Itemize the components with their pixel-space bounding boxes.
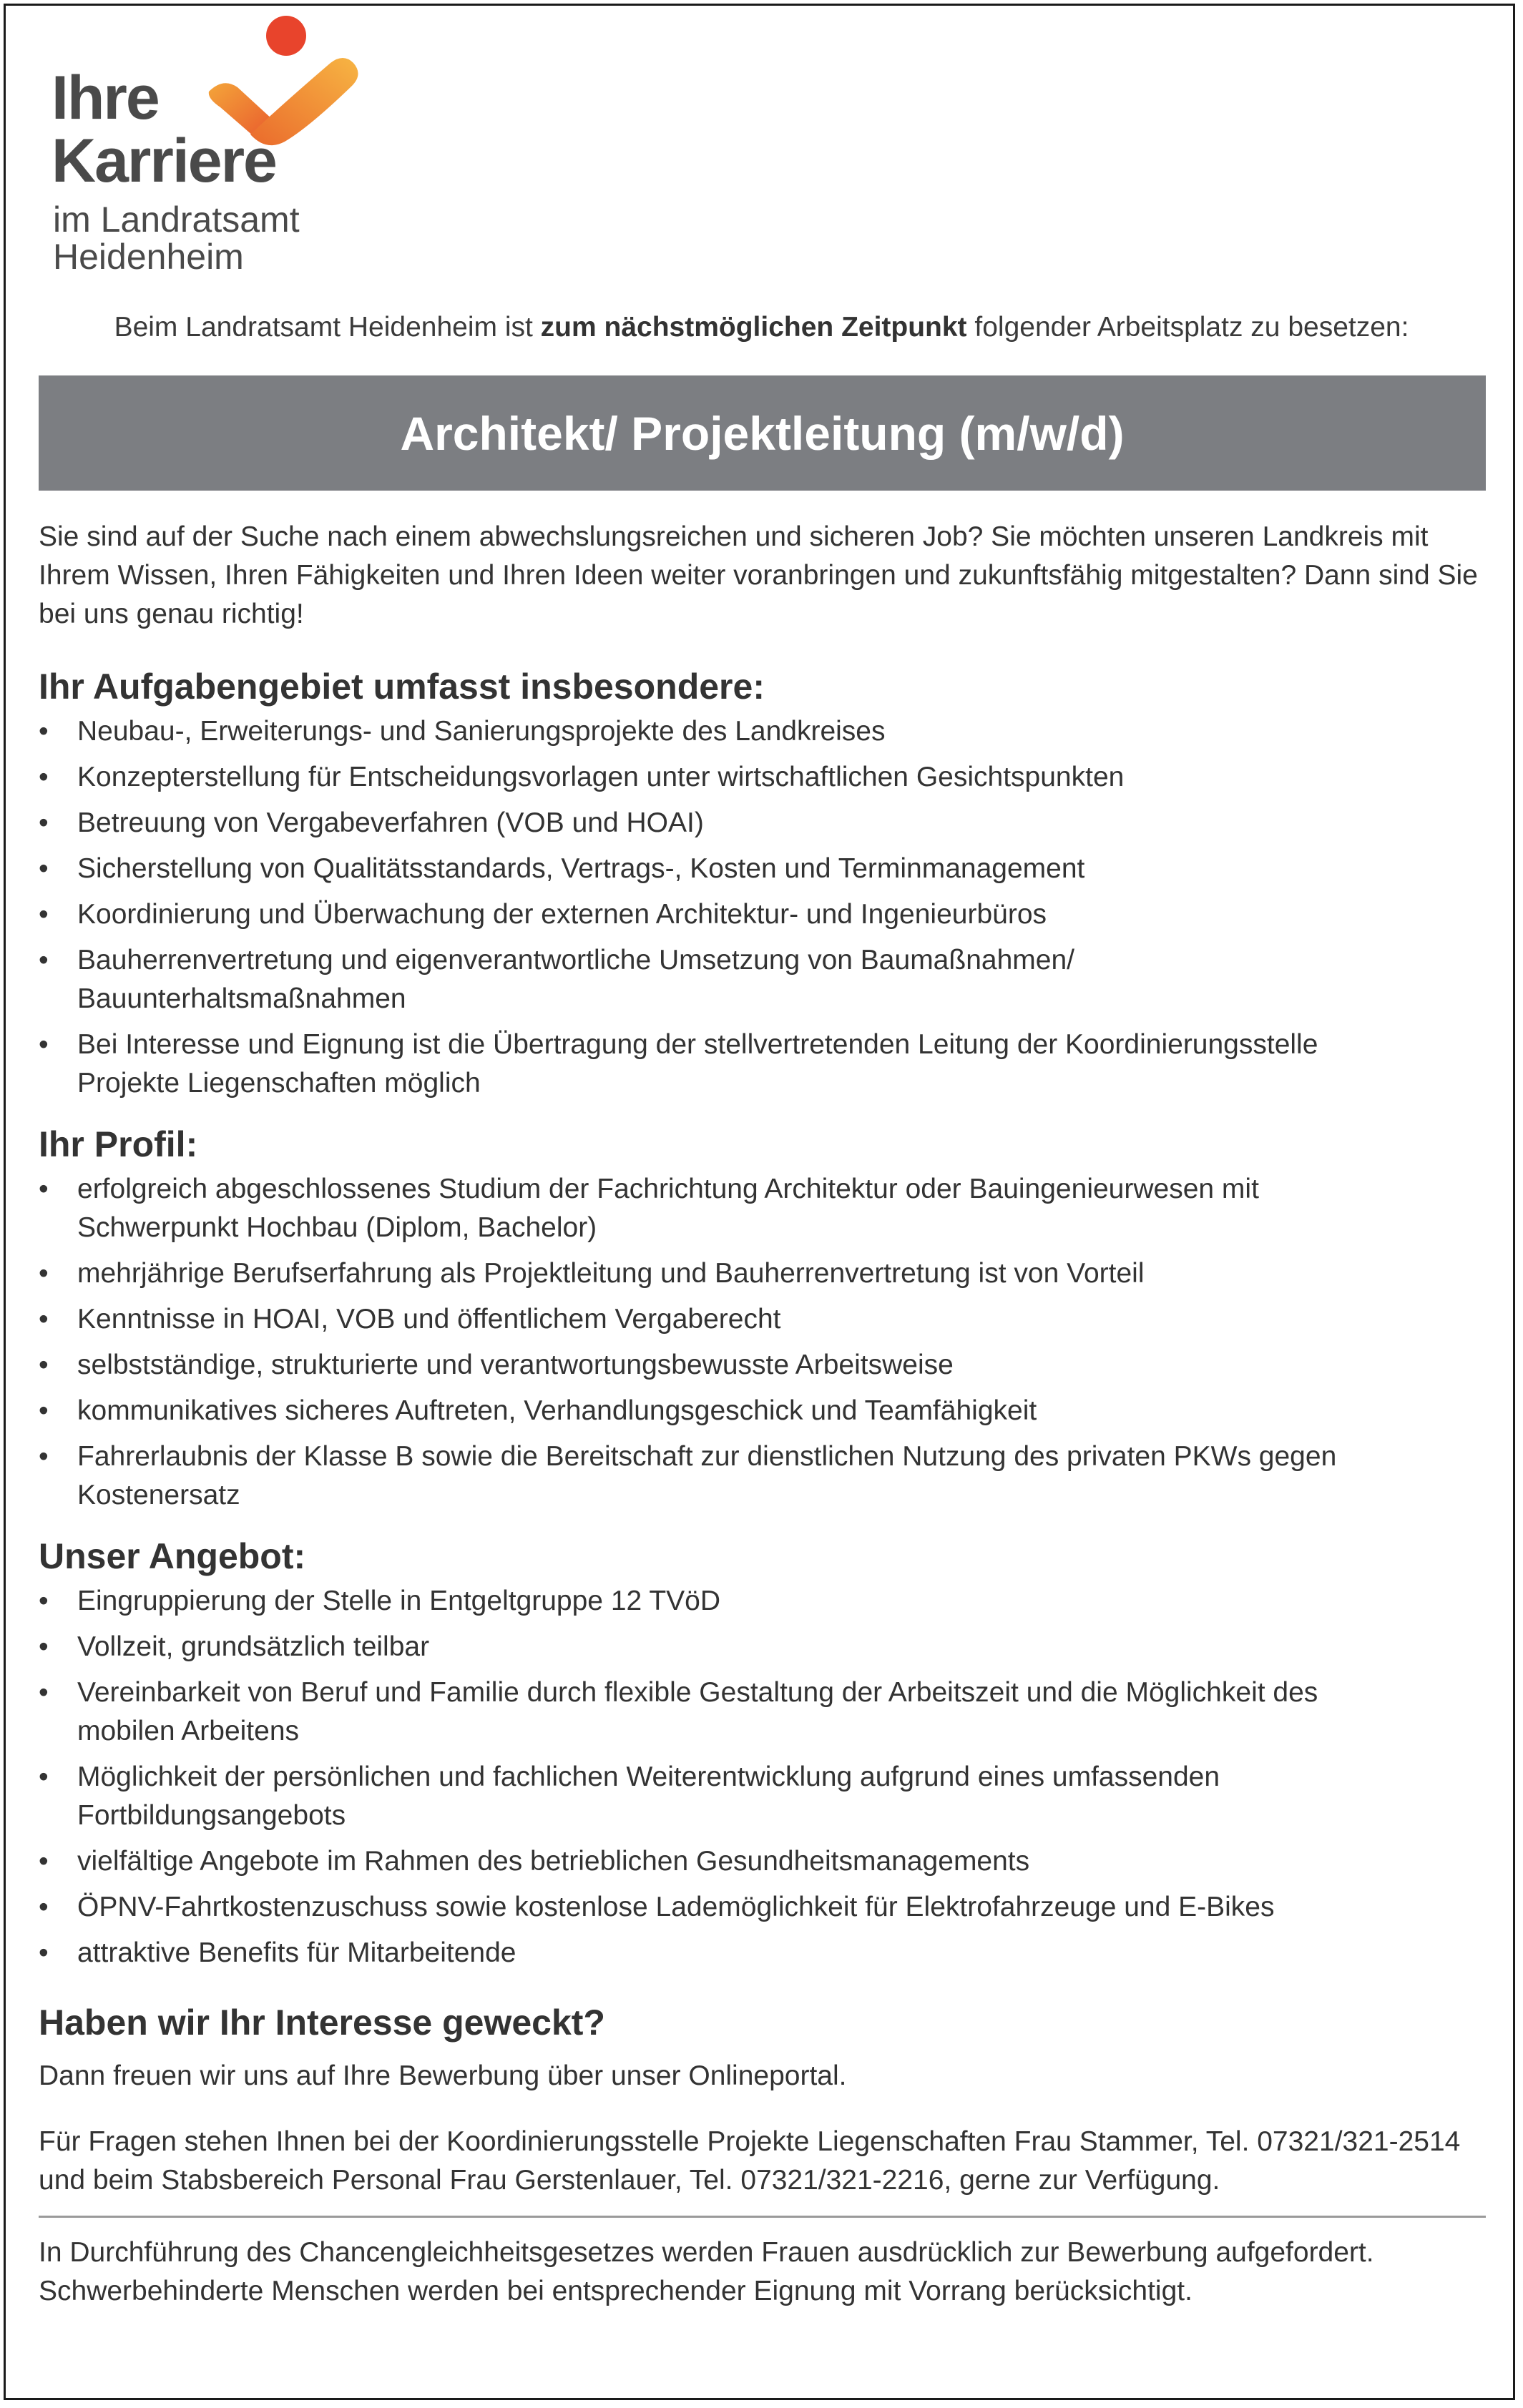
bullet-icon: • bbox=[39, 1631, 49, 1662]
bullet-icon: • bbox=[39, 1586, 49, 1616]
list-item bbox=[39, 1254, 1491, 1293]
bullet-icon: • bbox=[39, 945, 49, 976]
list-item-text: erfolgreich abgeschlossenes Studium der Fachrichtung Architektur oder Bauingenieurwesen mit Schwerpunkt Hochbau (Diplom, Bachelor) bbox=[77, 1174, 1259, 1243]
list-item bbox=[39, 1346, 1491, 1385]
list-item-text: kommunikatives sicheres Auftreten, Verhandlungsgeschick und Teamfähigkeit bbox=[77, 1395, 1037, 1426]
bullet-icon: • bbox=[39, 853, 49, 884]
bullet-icon: • bbox=[39, 1350, 49, 1380]
interest-text-contacts: Für Fragen stehen Ihnen bei der Koordinierungsstelle Projekte Liegenschaften Frau Stammer, Tel. 07321/321-2514 und beim Stabsbereich Personal Frau Gerstenlauer, Tel. 07321/321-2216, gerne zur Verfügung. bbox=[39, 2126, 1461, 2196]
bullet-icon: • bbox=[39, 807, 49, 838]
bullet-icon: • bbox=[39, 1677, 49, 1708]
offer-list bbox=[39, 1582, 1491, 1972]
bullet-icon: • bbox=[39, 1029, 49, 1060]
list-item bbox=[39, 1582, 1491, 1621]
list-item-text: Vereinbarkeit von Beruf und Familie durch flexible Gestaltung der Arbeitszeit und die Möglichkeit des mobilen Arbeitens bbox=[77, 1677, 1318, 1746]
bullet-icon: • bbox=[39, 1258, 49, 1289]
bullet-icon: • bbox=[39, 1174, 49, 1204]
list-item bbox=[39, 1300, 1491, 1339]
logo-line-landratsamt: im Landratsamt bbox=[53, 200, 300, 240]
intro-pre: Beim Landratsamt Heidenheim ist bbox=[114, 312, 541, 343]
list-item-text: Betreuung von Vergabeverfahren (VOB und HOAI) bbox=[77, 807, 704, 838]
list-item-text: Kenntnisse in HOAI, VOB und öffentlichem Vergaberecht bbox=[77, 1304, 781, 1335]
list-item-text: Bauherrenvertretung und eigenverantwortliche Umsetzung von Baumaßnahmen/ Bauunterhaltsmaßnahmen bbox=[77, 945, 1074, 1014]
profile-heading: Ihr Profil: bbox=[39, 1124, 198, 1164]
offer-section bbox=[39, 1535, 1491, 1972]
list-item-text: ÖPNV-Fahrtkostenzuschuss sowie kostenlose Lademöglichkeit für Elektrofahrzeuge und E-Bikes bbox=[77, 1892, 1275, 1922]
list-item-text: Konzepterstellung für Entscheidungsvorlagen unter wirtschaftlichen Gesichtspunkten bbox=[77, 762, 1125, 792]
list-item bbox=[39, 1758, 1491, 1835]
footer-line-equality: In Durchführung des Chancengleichheitsgesetzes werden Frauen ausdrücklich zur Bewerbung aufgefordert. bbox=[39, 2237, 1374, 2268]
list-item bbox=[39, 941, 1491, 1018]
job-title: Architekt/ Projektleitung (m/w/d) bbox=[400, 406, 1125, 460]
list-item bbox=[39, 1026, 1491, 1103]
list-item-text: Fahrerlaubnis der Klasse B sowie die Bereitschaft zur dienstlichen Nutzung des privaten PKWs gegen Kostenersatz bbox=[77, 1441, 1337, 1510]
list-item bbox=[39, 1934, 1491, 1972]
offer-heading: Unser Angebot: bbox=[39, 1536, 306, 1576]
intro-post: folgender Arbeitsplatz zu besetzen: bbox=[966, 312, 1409, 343]
list-item bbox=[39, 1888, 1491, 1927]
bullet-icon: • bbox=[39, 1304, 49, 1335]
logo-line-karriere: Karriere bbox=[52, 127, 276, 195]
list-item bbox=[39, 1392, 1491, 1430]
bullet-icon: • bbox=[39, 1937, 49, 1968]
bullet-icon: • bbox=[39, 716, 49, 747]
list-item-text: selbstständige, strukturierte und verantwortungsbewusste Arbeitsweise bbox=[77, 1350, 954, 1380]
list-item-text: Vollzeit, grundsätzlich teilbar bbox=[77, 1631, 430, 1662]
list-item-text: mehrjährige Berufserfahrung als Projektleitung und Bauherrenvertretung ist von Vorteil bbox=[77, 1258, 1145, 1289]
list-item bbox=[39, 758, 1491, 797]
interest-text-apply: Dann freuen wir uns auf Ihre Bewerbung über unser Onlineportal. bbox=[39, 2060, 847, 2091]
intro-bold: zum nächstmöglichen Zeitpunkt bbox=[540, 312, 967, 343]
list-item bbox=[39, 804, 1491, 842]
list-item bbox=[39, 1170, 1491, 1247]
list-item-text: Eingruppierung der Stelle in Entgeltgruppe 12 TVöD bbox=[77, 1586, 721, 1616]
list-item bbox=[39, 712, 1491, 751]
list-item-text: Möglichkeit der persönlichen und fachlichen Weiterentwicklung aufgrund eines umfassenden Fortbildungsangebots bbox=[77, 1761, 1220, 1831]
list-item bbox=[39, 1438, 1491, 1515]
list-item-text: Sicherstellung von Qualitätsstandards, Vertrags-, Kosten und Terminmanagement bbox=[77, 853, 1085, 884]
logo-line-heidenheim: Heidenheim bbox=[53, 237, 244, 277]
bullet-icon: • bbox=[39, 1846, 49, 1877]
list-item bbox=[39, 1674, 1491, 1751]
job-content bbox=[39, 518, 1491, 2311]
tasks-list bbox=[39, 712, 1491, 1103]
interest-heading: Haben wir Ihr Interesse geweckt? bbox=[39, 2002, 605, 2043]
list-item-text: Bei Interesse und Eignung ist die Übertragung der stellvertretenden Leitung der Koordinierungsstelle Projekte Liegenschaften möglich bbox=[77, 1029, 1318, 1099]
footer-notice bbox=[39, 2233, 1491, 2311]
intro-line bbox=[0, 312, 1523, 343]
bullet-icon: • bbox=[39, 1761, 49, 1792]
lead-paragraph: Sie sind auf der Suche nach einem abwechslungsreichen und sicheren Job? Sie möchten unseren Landkreis mit Ihrem Wissen, Ihren Fähigkeiten und Ihren Ideen weiter voranbringen und zukunftsfähig mitgestalten? Dann sind Sie bei uns genau richtig! bbox=[39, 521, 1478, 629]
list-item-text: Neubau-, Erweiterungs- und Sanierungsprojekte des Landkreises bbox=[77, 716, 886, 747]
logo-line-ihre: Ihre bbox=[52, 64, 159, 132]
list-item bbox=[39, 1628, 1491, 1666]
interest-section bbox=[39, 2001, 1491, 2200]
bullet-icon: • bbox=[39, 1892, 49, 1922]
bullet-icon: • bbox=[39, 762, 49, 792]
list-item-text: vielfältige Angebote im Rahmen des betrieblichen Gesundheitsmanagements bbox=[77, 1846, 1030, 1877]
bullet-icon: • bbox=[39, 1395, 49, 1426]
list-item-text: attraktive Benefits für Mitarbeitende bbox=[77, 1937, 516, 1968]
list-item bbox=[39, 895, 1491, 934]
footer-line-disability: Schwerbehinderte Menschen werden bei entsprechender Eignung mit Vorrang berücksichtigt. bbox=[39, 2276, 1193, 2306]
profile-list bbox=[39, 1170, 1491, 1515]
tasks-heading: Ihr Aufgabengebiet umfasst insbesondere: bbox=[39, 667, 765, 707]
logo bbox=[52, 13, 352, 277]
list-item bbox=[39, 850, 1491, 888]
profile-section bbox=[39, 1123, 1491, 1515]
tasks-section bbox=[39, 665, 1491, 1103]
bullet-icon: • bbox=[39, 1441, 49, 1472]
job-title-bar bbox=[39, 375, 1486, 491]
list-item-text: Koordinierung und Überwachung der externen Architektur- und Ingenieurbüros bbox=[77, 899, 1047, 930]
list-item bbox=[39, 1842, 1491, 1881]
bullet-icon: • bbox=[39, 899, 49, 930]
footer-divider bbox=[39, 2216, 1486, 2218]
